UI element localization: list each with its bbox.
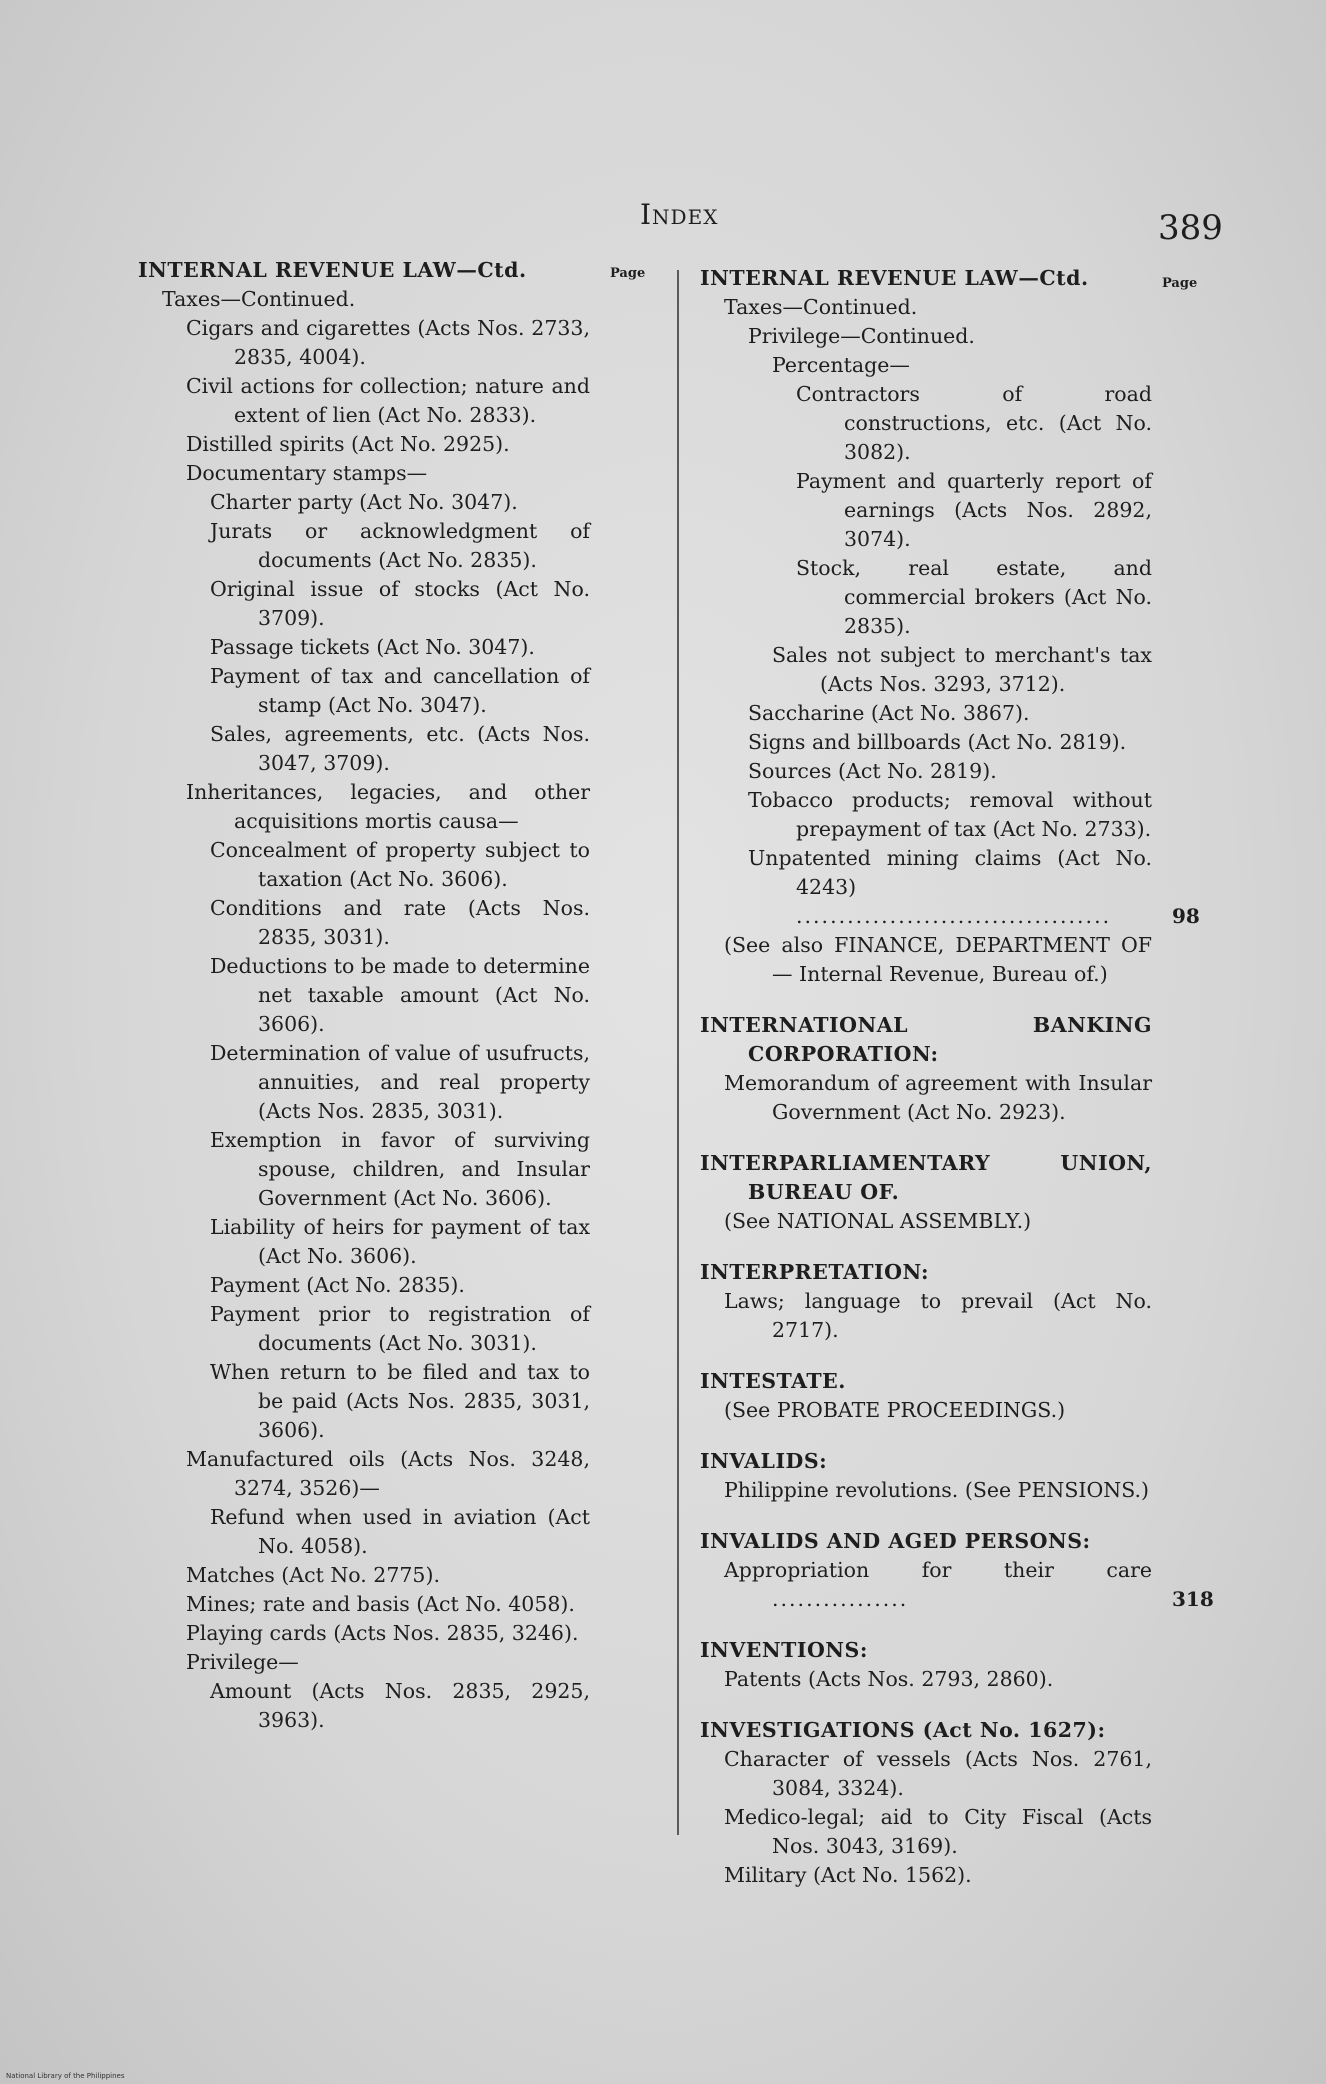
entry-text: INVALIDS AND AGED PERSONS: [700, 1529, 1091, 1553]
index-entry [138, 285, 590, 314]
index-entry [138, 836, 590, 894]
entry-text: INTESTATE. [700, 1369, 846, 1393]
entry-text: INTERPRETATION: [700, 1260, 930, 1284]
index-heading [700, 1367, 1152, 1396]
index-entry [138, 1300, 590, 1358]
entry-text: Signs and billboards (Act No. 2819). [748, 730, 1127, 754]
dot-leader: ................ [772, 1587, 909, 1611]
entry-text: INTERPARLIAMENTARY UNION, BUREAU OF. [700, 1151, 1152, 1204]
index-entry [138, 1445, 590, 1503]
index-entry [138, 952, 590, 1039]
index-entry [138, 633, 590, 662]
entry-text: Exemption in favor of surviving spouse, children, and Insular Government (Act No. 3606). [210, 1128, 590, 1210]
entry-text: Cigars and cigarettes (Acts Nos. 2733, 2835, 4004). [186, 316, 590, 369]
footer-note: National Library of the Philippines [6, 2072, 125, 2080]
index-entry [138, 662, 590, 720]
index-entry [138, 778, 590, 836]
entry-text: Percentage— [772, 353, 910, 377]
index-entry [138, 575, 590, 633]
index-entry [138, 1213, 590, 1271]
entry-text: INVALIDS: [700, 1449, 828, 1473]
entry-text: Passage tickets (Act No. 3047). [210, 635, 535, 659]
index-entry [138, 1648, 590, 1677]
index-entry [700, 380, 1152, 467]
entry-text: Mines; rate and basis (Act No. 4058). [186, 1592, 575, 1616]
entry-text: (See also FINANCE, DEPARTMENT OF— Internal Revenue, Bureau of.) [724, 933, 1152, 986]
entry-text: Concealment of property subject to taxation (Act No. 3606). [210, 838, 590, 891]
index-heading [700, 1011, 1152, 1069]
index-entry [138, 488, 590, 517]
index-heading [700, 1447, 1152, 1476]
index-entry [138, 1358, 590, 1445]
entry-text: Patents (Acts Nos. 2793, 2860). [724, 1667, 1054, 1691]
entry-text: Payment and quarterly report of earnings (Acts Nos. 2892, 3074). [796, 469, 1152, 551]
index-entry [138, 1271, 590, 1300]
entry-text: Taxes—Continued. [162, 287, 356, 311]
entry-text: INVENTIONS: [700, 1638, 868, 1662]
index-entry [700, 322, 1152, 351]
index-entry [700, 1861, 1152, 1890]
entry-text: Liability of heirs for payment of tax (Act No. 3606). [210, 1215, 590, 1268]
entry-text: Jurats or acknowledgment of documents (Act No. 2835). [210, 519, 590, 572]
index-entry: Appropriation for their care ................ 318 [724, 1558, 1214, 1611]
index-entry [700, 931, 1152, 989]
entry-text: (See PROBATE PROCEEDINGS.) [724, 1398, 1066, 1422]
index-entry [138, 1590, 590, 1619]
entry-text: Inheritances, legacies, and other acquisitions mortis causa— [186, 780, 590, 833]
entry-text: Civil actions for collection; nature and extent of lien (Act No. 2833). [186, 374, 590, 427]
index-entry [700, 641, 1152, 699]
index-entry [700, 1069, 1152, 1127]
entry-text: Saccharine (Act No. 3867). [748, 701, 1030, 725]
index-heading [138, 256, 590, 285]
index-entry [700, 699, 1152, 728]
index-entry [700, 467, 1152, 554]
entry-text: Distilled spirits (Act No. 2925). [186, 432, 510, 456]
index-entry [700, 728, 1152, 757]
entry-text: Deductions to be made to determine net taxable amount (Act No. 3606). [210, 954, 590, 1036]
index-entry [138, 430, 590, 459]
entry-text: INTERNAL REVENUE LAW—Ctd. [138, 258, 527, 282]
index-entry [138, 1619, 590, 1648]
index-entry [700, 1745, 1152, 1803]
index-entry [138, 372, 590, 430]
index-entry [138, 1039, 590, 1126]
index-entry [700, 554, 1152, 641]
entry-text: Charter party (Act No. 3047). [210, 490, 518, 514]
left-column [138, 256, 590, 1735]
entry-text: Refund when used in aviation (Act No. 4058). [210, 1505, 590, 1558]
index-heading [700, 264, 1152, 293]
entry-text: Matches (Act No. 2775). [186, 1563, 440, 1587]
entry-text: Conditions and rate (Acts Nos. 2835, 3031). [210, 896, 590, 949]
entry-text: Stock, real estate, and commercial brokers (Act No. 2835). [796, 556, 1152, 638]
entry-text: Payment of tax and cancellation of stamp (Act No. 3047). [210, 664, 590, 717]
entry-text: Original issue of stocks (Act No. 3709). [210, 577, 590, 630]
index-entry [700, 786, 1152, 844]
index-entry [700, 757, 1152, 786]
page-column-label-right: Page [1162, 276, 1198, 291]
entry-text: (See NATIONAL ASSEMBLY.) [724, 1209, 1032, 1233]
entry-text: Sales not subject to merchant's tax (Acts Nos. 3293, 3712). [772, 643, 1152, 696]
index-entry [138, 1126, 590, 1213]
index-entry [138, 517, 590, 575]
entry-text: Taxes—Continued. [724, 295, 918, 319]
index-entry [138, 720, 590, 778]
entry-text: Philippine revolutions. (See PENSIONS.) [724, 1478, 1150, 1502]
entry-text: Appropriation for their care [724, 1558, 1152, 1582]
entry-text: Amount (Acts Nos. 2835, 2925, 3963). [210, 1679, 590, 1732]
entry-text: Tobacco products; removal without prepayment of tax (Act No. 2733). [748, 788, 1152, 841]
index-entry [700, 293, 1152, 322]
entry-text: Payment prior to registration of documents (Act No. 3031). [210, 1302, 590, 1355]
index-entry [700, 1396, 1152, 1425]
entry-text: Unpatented mining claims (Act No. 4243) [748, 846, 1152, 899]
index-heading [700, 1258, 1152, 1287]
entry-text: Sales, agreements, etc. (Acts Nos. 3047, 3709). [210, 722, 590, 775]
page-column-label-left: Page [610, 266, 646, 281]
index-entry [700, 1287, 1152, 1345]
index-heading [700, 1149, 1152, 1207]
dot-leader: ..................................... [796, 904, 1112, 928]
entry-text: Playing cards (Acts Nos. 2835, 3246). [186, 1621, 579, 1645]
index-entry [700, 351, 1152, 380]
entry-text: Medico-legal; aid to City Fiscal (Acts Nos. 3043, 3169). [724, 1805, 1152, 1858]
index-heading [700, 1636, 1152, 1665]
index-entry [138, 894, 590, 952]
entry-text: Privilege— [186, 1650, 299, 1674]
entry-text: Documentary stamps— [186, 461, 428, 485]
entry-text: Memorandum of agreement with Insular Government (Act No. 2923). [724, 1071, 1152, 1124]
index-entry [138, 314, 590, 372]
column-divider [677, 270, 679, 1835]
index-entry: Unpatented mining claims (Act No. 4243) ..................................... 98 [748, 846, 1200, 928]
entry-text: Determination of value of usufructs, annuities, and real property (Acts Nos. 2835, 3031). [210, 1041, 590, 1123]
index-entry [700, 1476, 1152, 1505]
index-entry [138, 1503, 590, 1561]
index-entry [138, 1677, 590, 1735]
entry-text: Character of vessels (Acts Nos. 2761, 3084, 3324). [724, 1747, 1152, 1800]
entry-text: Contractors of road constructions, etc. (Act No. 3082). [796, 382, 1152, 464]
entry-text: Payment (Act No. 2835). [210, 1273, 465, 1297]
entry-text: Military (Act No. 1562). [724, 1863, 972, 1887]
index-entry [700, 1665, 1152, 1694]
index-entry [700, 1803, 1152, 1861]
index-heading [700, 1527, 1152, 1556]
index-entry [138, 459, 590, 488]
entry-text: Manufactured oils (Acts Nos. 3248, 3274, 3526)— [186, 1447, 590, 1500]
entry-text: When return to be filed and tax to be paid (Acts Nos. 2835, 3031, 3606). [210, 1360, 590, 1442]
entry-text: Laws; language to prevail (Act No. 2717). [724, 1289, 1152, 1342]
entry-text: Sources (Act No. 2819). [748, 759, 997, 783]
index-heading [700, 1716, 1152, 1745]
entry-text: INTERNATIONAL BANKING CORPORATION: [700, 1013, 1152, 1066]
index-entry [138, 1561, 590, 1590]
entry-text: INVESTIGATIONS (Act No. 1627): [700, 1718, 1106, 1742]
entry-text: INTERNAL REVENUE LAW—Ctd. [700, 266, 1089, 290]
entry-text: Privilege—Continued. [748, 324, 975, 348]
page-number: 389 [1158, 208, 1223, 248]
running-head: Index [640, 198, 719, 231]
index-entry [700, 1207, 1152, 1236]
